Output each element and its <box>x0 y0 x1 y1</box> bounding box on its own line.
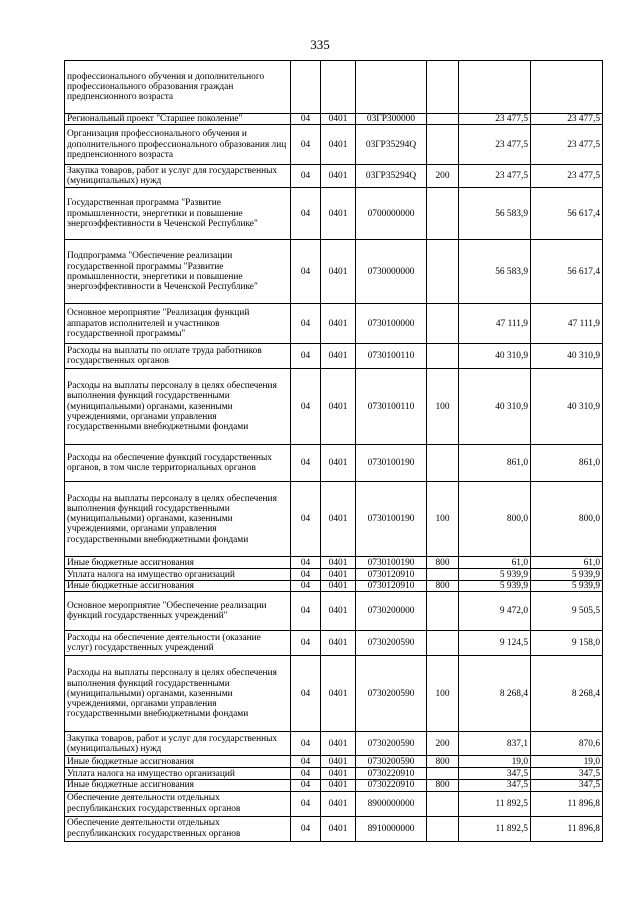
row-name-cell: Обеспечение деятельности отдельных республиканских государственных органов <box>65 816 291 841</box>
section-code-cell: 0401 <box>321 482 356 557</box>
expense-type-cell <box>427 768 459 780</box>
row-name-cell: Расходы на выплаты персоналу в целях обеспечения выполнения функций государственными (муниципальными) органами, казенными учреждениями, органами управления государственными внебюджетными фондами <box>65 482 291 557</box>
amount-year2-cell: 8 268,4 <box>531 656 603 732</box>
section-code-cell: 0401 <box>321 125 356 165</box>
expense-type-cell <box>427 240 459 304</box>
table-row <box>65 768 603 780</box>
section-code-cell: 0401 <box>321 732 356 756</box>
amount-year2-cell: 11 896,8 <box>531 816 603 841</box>
section-code-cell: 0401 <box>321 768 356 780</box>
target-article-cell: 0730200590 <box>356 631 427 656</box>
amount-year2-cell: 800,0 <box>531 482 603 557</box>
amount-year1-cell: 56 583,9 <box>459 188 531 240</box>
section-code-cell: 0401 <box>321 369 356 445</box>
row-name-cell: Расходы на выплаты по оплате труда работников государственных органов <box>65 344 291 369</box>
amount-year2-cell: 5 939,9 <box>531 581 603 592</box>
section-code-cell: 0401 <box>321 592 356 631</box>
ministry-code-cell: 04 <box>291 732 321 756</box>
ministry-code-cell: 04 <box>291 569 321 581</box>
amount-year1-cell: 40 310,9 <box>459 344 531 369</box>
row-name-cell: Уплата налога на имущество организаций <box>65 569 291 581</box>
section-code-cell: 0401 <box>321 656 356 732</box>
target-article-cell: 0730200590 <box>356 656 427 732</box>
ministry-code-cell: 04 <box>291 114 321 125</box>
target-article-cell: 0730200590 <box>356 732 427 756</box>
ministry-code-cell: 04 <box>291 592 321 631</box>
amount-year2-cell: 347,5 <box>531 768 603 780</box>
row-name-cell: Расходы на обеспечение функций государственных органов, в том числе территориальных органов <box>65 445 291 482</box>
table-row <box>65 791 603 816</box>
amount-year2-cell: 11 896,8 <box>531 791 603 816</box>
section-code-cell: 0401 <box>321 581 356 592</box>
table-row <box>65 188 603 240</box>
expense-type-cell: 800 <box>427 756 459 768</box>
ministry-code-cell: 04 <box>291 240 321 304</box>
amount-year2-cell: 19,0 <box>531 756 603 768</box>
row-name-cell: Расходы на выплаты персоналу в целях обеспечения выполнения функций государственными (муниципальными) органами, казенными учреждениями, органами управления государственными внебюджетными фондами <box>65 656 291 732</box>
amount-year2-cell: 23 477,5 <box>531 114 603 125</box>
amount-year2-cell: 56 617,4 <box>531 188 603 240</box>
section-code-cell: 0401 <box>321 780 356 791</box>
ministry-code-cell: 04 <box>291 165 321 188</box>
section-code-cell: 0401 <box>321 557 356 569</box>
row-name-cell: Основное мероприятие "Реализация функций аппаратов исполнителей и участников государственной программы" <box>65 304 291 344</box>
table-row <box>65 557 603 569</box>
target-article-cell: 0730100190 <box>356 557 427 569</box>
row-name-cell: Иные бюджетные ассигнования <box>65 581 291 592</box>
target-article-cell: 0730200000 <box>356 592 427 631</box>
amount-year2-cell: 9 158,0 <box>531 631 603 656</box>
amount-year1-cell: 800,0 <box>459 482 531 557</box>
ministry-code-cell: 04 <box>291 656 321 732</box>
expense-type-cell: 100 <box>427 656 459 732</box>
expense-type-cell <box>427 188 459 240</box>
amount-year2-cell: 61,0 <box>531 557 603 569</box>
expense-type-cell <box>427 816 459 841</box>
row-name-cell: Расходы на обеспечение деятельности (оказание услуг) государственных учреждений <box>65 631 291 656</box>
section-code-cell: 0401 <box>321 240 356 304</box>
amount-year1-cell: 347,5 <box>459 780 531 791</box>
expense-type-cell: 800 <box>427 780 459 791</box>
amount-year1-cell: 9 472,0 <box>459 592 531 631</box>
target-article-cell: 0730100110 <box>356 369 427 445</box>
table-row <box>65 631 603 656</box>
table-row <box>65 369 603 445</box>
table-row <box>65 304 603 344</box>
amount-year2-cell: 23 477,5 <box>531 125 603 165</box>
expense-type-cell: 800 <box>427 557 459 569</box>
row-name-cell: Основное мероприятие "Обеспечение реализации функций государственных учреждений" <box>65 592 291 631</box>
section-code-cell: 0401 <box>321 569 356 581</box>
amount-year1-cell: 347,5 <box>459 768 531 780</box>
ministry-code-cell: 04 <box>291 482 321 557</box>
amount-year1-cell: 5 939,9 <box>459 581 531 592</box>
target-article-cell: 0730200590 <box>356 756 427 768</box>
amount-year1-cell: 47 111,9 <box>459 304 531 344</box>
row-name-cell: Иные бюджетные ассигнования <box>65 557 291 569</box>
target-article-cell: 0730000000 <box>356 240 427 304</box>
amount-year2-cell: 47 111,9 <box>531 304 603 344</box>
row-name-cell: Иные бюджетные ассигнования <box>65 756 291 768</box>
section-code-cell: 0401 <box>321 791 356 816</box>
amount-year1-cell: 861,0 <box>459 445 531 482</box>
table-row <box>65 816 603 841</box>
amount-year1-cell <box>459 61 531 114</box>
expense-type-cell: 100 <box>427 482 459 557</box>
amount-year2-cell: 40 310,9 <box>531 344 603 369</box>
row-name-cell: Иные бюджетные ассигнования <box>65 780 291 791</box>
expense-type-cell: 200 <box>427 732 459 756</box>
expense-type-cell <box>427 592 459 631</box>
row-name-cell: Уплата налога на имущество организаций <box>65 768 291 780</box>
amount-year2-cell: 5 939,9 <box>531 569 603 581</box>
amount-year2-cell: 870,6 <box>531 732 603 756</box>
section-code-cell: 0401 <box>321 188 356 240</box>
page-number: 335 <box>310 37 330 52</box>
expense-type-cell <box>427 631 459 656</box>
target-article-cell: 0730120910 <box>356 569 427 581</box>
expense-type-cell <box>427 344 459 369</box>
row-name-cell: профессионального обучения и дополнительного профессионального образования граждан предпенсионного возраста <box>65 61 291 114</box>
table-row <box>65 656 603 732</box>
row-name-cell: Закупка товаров, работ и услуг для государственных (муниципальных) нужд <box>65 732 291 756</box>
amount-year2-cell <box>531 61 603 114</box>
ministry-code-cell: 04 <box>291 791 321 816</box>
target-article-cell: 0730100000 <box>356 304 427 344</box>
table-row <box>65 780 603 791</box>
amount-year1-cell: 40 310,9 <box>459 369 531 445</box>
ministry-code-cell: 04 <box>291 125 321 165</box>
target-article-cell: 0730120910 <box>356 581 427 592</box>
target-article-cell: 0730220910 <box>356 780 427 791</box>
row-name-cell: Обеспечение деятельности отдельных республиканских государственных органов <box>65 791 291 816</box>
target-article-cell: 03ГP300000 <box>356 114 427 125</box>
target-article-cell: 0730100190 <box>356 482 427 557</box>
target-article-cell: 0700000000 <box>356 188 427 240</box>
ministry-code-cell: 04 <box>291 631 321 656</box>
amount-year2-cell: 347,5 <box>531 780 603 791</box>
table-row <box>65 165 603 188</box>
target-article-cell: 0730220910 <box>356 768 427 780</box>
expense-type-cell <box>427 114 459 125</box>
ministry-code-cell: 04 <box>291 780 321 791</box>
amount-year1-cell: 837,1 <box>459 732 531 756</box>
amount-year1-cell: 23 477,5 <box>459 165 531 188</box>
ministry-code-cell: 04 <box>291 557 321 569</box>
expense-type-cell: 200 <box>427 165 459 188</box>
row-name-cell: Закупка товаров, работ и услуг для государственных (муниципальных) нужд <box>65 165 291 188</box>
amount-year1-cell: 11 892,5 <box>459 816 531 841</box>
table-row <box>65 732 603 756</box>
ministry-code-cell: 04 <box>291 581 321 592</box>
section-code-cell: 0401 <box>321 445 356 482</box>
table-row <box>65 581 603 592</box>
amount-year2-cell: 56 617,4 <box>531 240 603 304</box>
target-article-cell: 03ГP35294Q <box>356 125 427 165</box>
expense-type-cell <box>427 61 459 114</box>
table-row <box>65 114 603 125</box>
ministry-code-cell: 04 <box>291 768 321 780</box>
table-row <box>65 482 603 557</box>
section-code-cell: 0401 <box>321 304 356 344</box>
amount-year1-cell: 19,0 <box>459 756 531 768</box>
expense-type-cell: 800 <box>427 581 459 592</box>
expense-type-cell <box>427 125 459 165</box>
expense-type-cell <box>427 791 459 816</box>
table-row <box>65 125 603 165</box>
table-row <box>65 240 603 304</box>
ministry-code-cell: 04 <box>291 445 321 482</box>
budget-table <box>64 60 603 842</box>
section-code-cell: 0401 <box>321 344 356 369</box>
ministry-code-cell: 04 <box>291 369 321 445</box>
row-name-cell: Расходы на выплаты персоналу в целях обеспечения выполнения функций государственными (муниципальными) органами, казенными учреждениями, органами управления государственными внебюджетными фондами <box>65 369 291 445</box>
amount-year2-cell: 9 505,5 <box>531 592 603 631</box>
target-article-cell: 03ГP35294Q <box>356 165 427 188</box>
amount-year1-cell: 56 583,9 <box>459 240 531 304</box>
section-code-cell: 0401 <box>321 756 356 768</box>
amount-year1-cell: 23 477,5 <box>459 114 531 125</box>
table-row <box>65 344 603 369</box>
row-name-cell: Подпрограмма "Обеспечение реализации государственной программы "Развитие промышленности, энергетики и повышение энергоэффективности в Чеченской Республике" <box>65 240 291 304</box>
ministry-code-cell: 04 <box>291 188 321 240</box>
section-code-cell: 0401 <box>321 631 356 656</box>
amount-year1-cell: 5 939,9 <box>459 569 531 581</box>
expense-type-cell <box>427 304 459 344</box>
expense-type-cell <box>427 569 459 581</box>
table-row <box>65 61 603 114</box>
target-article-cell: 0730100110 <box>356 344 427 369</box>
table-row <box>65 756 603 768</box>
expense-type-cell: 100 <box>427 369 459 445</box>
row-name-cell: Организация профессионального обучения и дополнительного профессионального образования лиц предпенсионного возраста <box>65 125 291 165</box>
row-name-cell: Региональный проект "Старшее поколение" <box>65 114 291 125</box>
section-code-cell <box>321 61 356 114</box>
section-code-cell: 0401 <box>321 816 356 841</box>
section-code-cell: 0401 <box>321 114 356 125</box>
amount-year1-cell: 8 268,4 <box>459 656 531 732</box>
target-article-cell: 0730100190 <box>356 445 427 482</box>
section-code-cell: 0401 <box>321 165 356 188</box>
ministry-code-cell: 04 <box>291 304 321 344</box>
budget-table-body <box>65 61 603 842</box>
table-row <box>65 445 603 482</box>
ministry-code-cell: 04 <box>291 756 321 768</box>
target-article-cell: 8900000000 <box>356 791 427 816</box>
amount-year2-cell: 861,0 <box>531 445 603 482</box>
row-name-cell: Государственная программа "Развитие промышленности, энергетики и повышение энергоэффективности в Чеченской Республике" <box>65 188 291 240</box>
ministry-code-cell <box>291 61 321 114</box>
amount-year2-cell: 23 477,5 <box>531 165 603 188</box>
target-article-cell <box>356 61 427 114</box>
expense-type-cell <box>427 445 459 482</box>
ministry-code-cell: 04 <box>291 816 321 841</box>
amount-year1-cell: 11 892,5 <box>459 791 531 816</box>
target-article-cell: 8910000000 <box>356 816 427 841</box>
ministry-code-cell: 04 <box>291 344 321 369</box>
table-row <box>65 569 603 581</box>
amount-year1-cell: 61,0 <box>459 557 531 569</box>
amount-year1-cell: 23 477,5 <box>459 125 531 165</box>
table-row <box>65 592 603 631</box>
amount-year2-cell: 40 310,9 <box>531 369 603 445</box>
amount-year1-cell: 9 124,5 <box>459 631 531 656</box>
